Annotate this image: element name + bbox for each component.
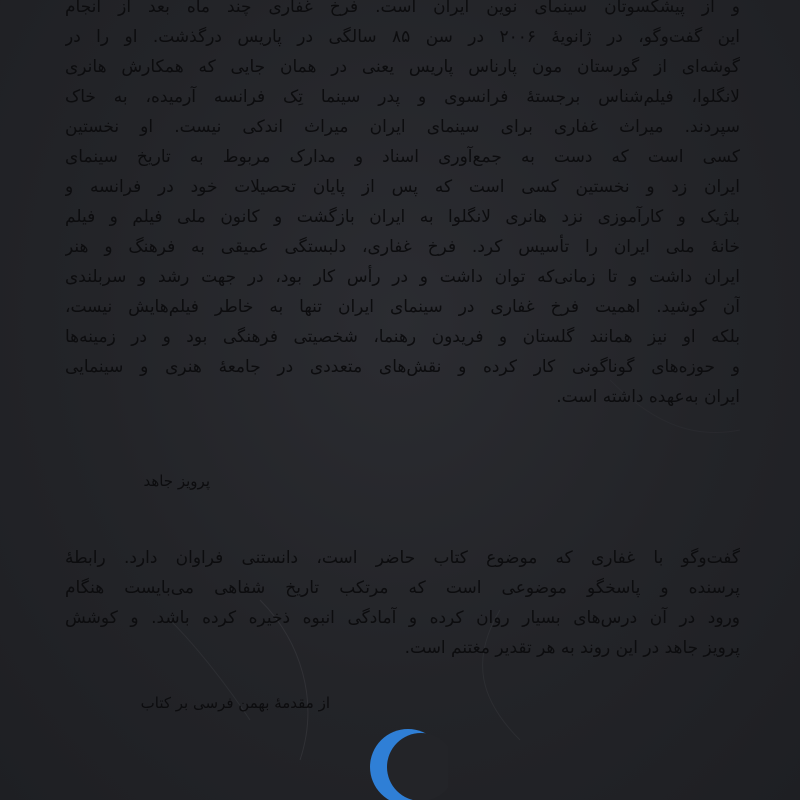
body-line: این گفت‌وگو، در ژانویهٔ ۲۰۰۶ در سن ۸۵ سالگی در پاریس درگذشت. او را در xyxy=(65,27,740,47)
body-line: گوشه‌ای از گورستان مون پارناس پاریس یعنی در همان جایی که همکارش هانری xyxy=(65,57,740,77)
body-line: خانهٔ ملی ایران را تأسیس کرد. فرخ غفاری، دلبستگی عمیقی به فرهنگ و هنر xyxy=(65,237,740,257)
body-line: ورود در آن درس‌های بسیار روان کرده و آمادگی انبوه ذخیره کرده باشد. و کوشش xyxy=(65,608,740,628)
body-line: ایران زد و نخستین کسی است که پس از پایان تحصیلات خود در فرانسه و xyxy=(65,177,740,197)
crescent-moon-logo-icon xyxy=(368,727,448,800)
body-text-section-one xyxy=(65,0,740,412)
body-line: لانگلوا، فیلم‌شناس برجستهٔ فرانسوی و پدر سینما تِک فرانسه آرمیده، به خاک xyxy=(65,87,740,107)
body-line: کسی است که دست به جمع‌آوری اسناد و مدارک مربوط به تاریخ سینمای xyxy=(65,147,740,167)
quote-attribution: از مقدمهٔ بهمن فرسی بر کتاب xyxy=(140,694,330,712)
body-line: پرویز جاهد در این روند به هر تقدیر مغتنم است. xyxy=(404,638,740,658)
body-line: گفت‌وگو با غفاری که موضوع کتاب حاضر است، دانستنی فراوان دارد. رابطهٔ xyxy=(65,548,740,568)
body-line: ایران داشت و تا زمانی‌که توان داشت و در رأس کار بود، در جهت رشد و سربلندی xyxy=(65,267,740,287)
body-line: آن کوشید. اهمیت فرخ غفاری در سینمای ایران تنها به خاطر فیلم‌هایش نیست، xyxy=(65,297,740,317)
body-line: و از پیشکسوتان سینمای نوین ایران است. فرخ غفاری چند ماه بعد از انجام xyxy=(65,0,740,17)
author-signature: پرویز جاهد xyxy=(143,472,210,490)
body-line: پرسنده و پاسخگو موضوعی است که مرتکب تاریخ شفاهی می‌بایست هنگام xyxy=(65,578,740,598)
body-line: ایران به‌عهده داشته است. xyxy=(556,387,740,407)
body-text-section-two xyxy=(65,543,740,663)
body-line: سپردند. میراث غفاری برای سینمای ایران میراث اندکی نیست. او نخستین xyxy=(65,117,740,137)
body-line: و حوزه‌های گوناگونی کار کرده و نقش‌های متعددی در جامعهٔ هنری و سینمایی xyxy=(65,357,740,377)
body-line: بلکه او نیز همانند گلستان و فریدون رهنما، شخصیتی فرهنگی بود و در زمینه‌ها xyxy=(65,327,740,347)
body-line: بلژیک و کارآموزی نزد هانری لانگلوا به ایران بازگشت و کانون ملی فیلم و فیلم xyxy=(65,207,740,227)
